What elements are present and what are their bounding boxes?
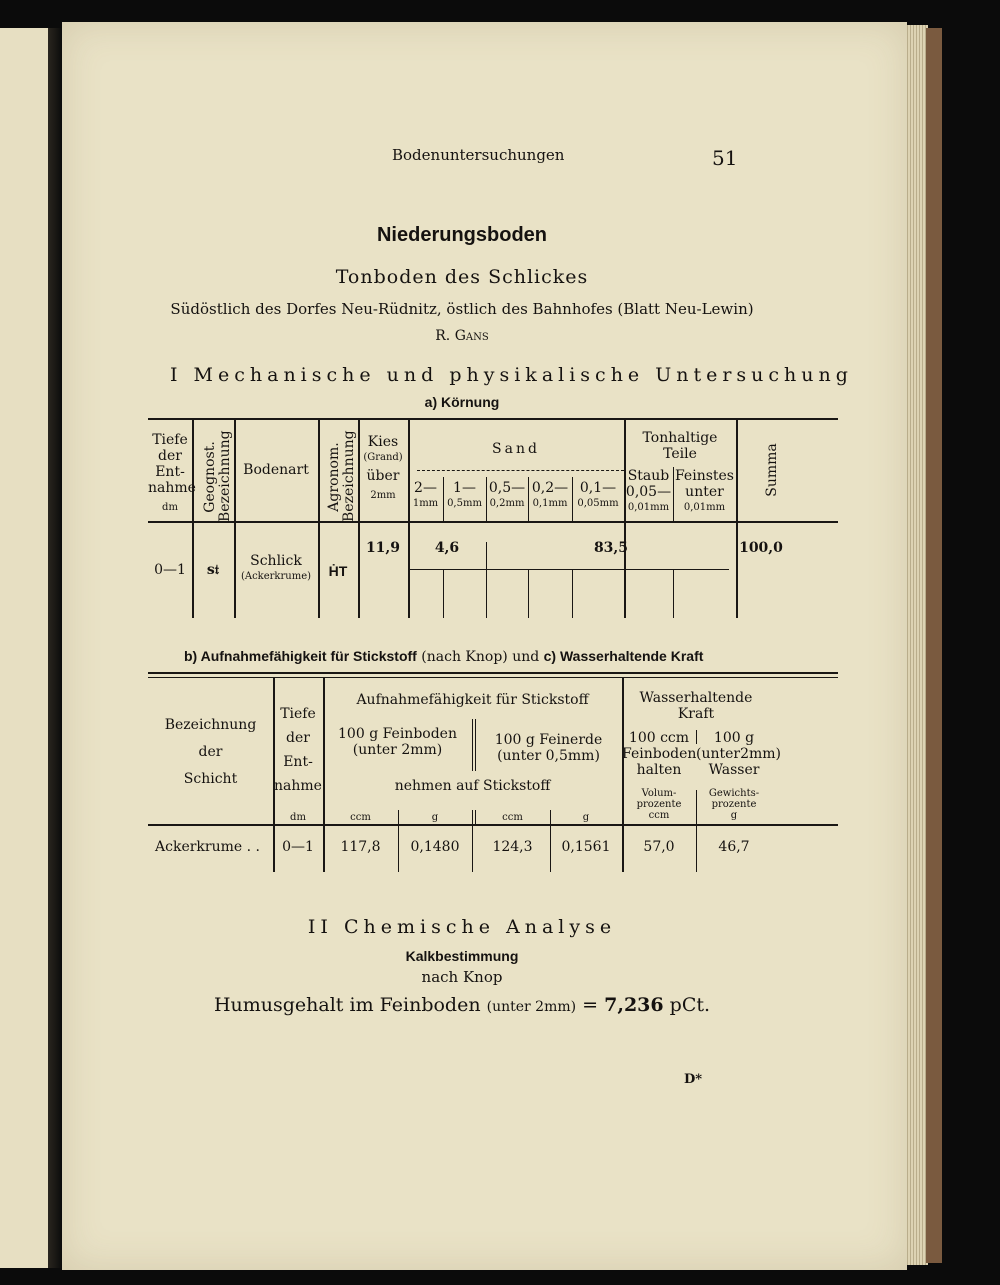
humus-eq: =: [582, 994, 599, 1016]
row-kies: 11,9: [365, 540, 401, 556]
ton-feinstes-l1: Feinstes: [674, 468, 734, 484]
row-summa: 100,0: [739, 540, 783, 556]
col-tiefe2-l2: der: [286, 730, 310, 746]
aufn-unit-1: ccm: [350, 812, 371, 823]
heading-mid: (nach Knop) und: [421, 649, 540, 665]
sand-unit-2: 0,5mm: [447, 498, 482, 509]
ton-staub-l3: 0,01mm: [627, 502, 670, 513]
sand-unit-4: 0,1mm: [532, 498, 568, 509]
aufn-b-l1: 100 g Feinerde: [494, 732, 603, 748]
col-tiefe-l2: der: [158, 448, 182, 464]
section-bc-heading: [184, 648, 703, 665]
aufn-note: nehmen auf Stickstoff: [394, 778, 551, 794]
ton-feinstes-l3: 0,01mm: [683, 502, 726, 513]
page-number: 51: [712, 146, 738, 170]
col-kies-unit: 2mm: [370, 490, 396, 501]
wasser-b-l3: Wasser: [708, 762, 760, 778]
wasser-unit-a-l1: Volum-: [641, 788, 677, 799]
col-sand: Sand: [492, 441, 540, 457]
wasser-unit-b-l1: Gewichts-: [708, 788, 760, 799]
row-bodenart: Schlick: [250, 553, 302, 569]
row2-v6: 46,7: [718, 839, 750, 855]
col-agronom-l2: Bezeichnung: [341, 430, 357, 522]
wasser-a-l3: halten: [636, 762, 682, 778]
row-sand-first: 4,6: [434, 540, 460, 556]
col-geognost-l1: Geognost.: [202, 441, 218, 513]
section2-heading: II Chemische Analyse: [307, 916, 617, 938]
wasser-unit-a-l2: prozente: [636, 799, 682, 810]
heading-c: c) Wasserhaltende Kraft: [543, 648, 704, 664]
section1-heading: I Mechanische und physikalische Untersuchung: [170, 364, 853, 386]
section2-sub: Kalkbestimmung: [405, 948, 519, 964]
sand-unit-1: 1mm: [412, 498, 439, 509]
aufn-unit-2: g: [431, 812, 439, 823]
sand-unit-5: 0,05mm: [577, 498, 619, 509]
aufn-a-l1: 100 g Feinboden: [338, 726, 457, 742]
row2-tiefe: 0—1: [282, 839, 314, 855]
row-tiefe: 0—1: [154, 562, 186, 578]
wasser-b-l1: 100 g: [713, 730, 755, 746]
col-tiefe-l3: Ent-: [155, 464, 185, 480]
book-cover: [926, 28, 942, 1263]
col-tiefe-l4: nahme: [148, 480, 196, 496]
humus-value: 7,236: [604, 994, 664, 1016]
signature-mark: D*: [684, 1072, 703, 1087]
ton-staub-l2: 0,05—: [625, 484, 672, 500]
col-tiefe2-unit: dm: [290, 812, 306, 823]
wasser-unit-b-l2: prozente: [711, 799, 757, 810]
sand-unit-3: 0,2mm: [489, 498, 525, 509]
humus-unit: pCt.: [669, 994, 711, 1016]
heading-b: b) Aufnahmefähigkeit für Stickstoff: [184, 648, 417, 664]
col-bez-l3: Schicht: [183, 771, 238, 787]
wasser-b-l2: (unter2mm): [696, 746, 782, 762]
humus-label: Humusgehalt im Feinboden: [213, 994, 481, 1016]
col-kies-l3: über: [366, 468, 400, 484]
humus-line: [62, 994, 862, 1016]
sand-sub-3: 0,5—: [488, 480, 526, 496]
row2-v5: 57,0: [643, 839, 675, 855]
col-tiefe-unit: dm: [162, 502, 178, 513]
col-tiefe-l1: Tiefe: [152, 432, 188, 448]
col-aufn: Aufnahmefähigkeit für Stickstoff: [356, 692, 589, 708]
row-rest: 83,5: [593, 540, 629, 556]
section1-sub-a: a) Körnung: [424, 394, 500, 410]
running-title: Bodenuntersuchungen: [392, 146, 565, 164]
row-bodenart-note: (Ackerkrume): [240, 571, 312, 582]
col-tiefe2-l1: Tiefe: [280, 706, 316, 722]
col-kies-l1: Kies: [367, 434, 399, 450]
row-geognost: s𝔱: [206, 562, 220, 578]
col-wasser-l1: Wasserhaltende: [639, 690, 753, 706]
col-kies-l2: (Grand): [363, 452, 403, 463]
sand-sub-5: 0,1—: [579, 480, 617, 496]
wasser-a-l1: 100 ccm: [628, 730, 690, 746]
col-geognost-l2: Bezeichnung: [217, 430, 233, 522]
humus-paren: (unter 2mm): [486, 999, 577, 1015]
row2-v4: 0,1561: [561, 839, 611, 855]
section2-sub2: nach Knop: [421, 968, 503, 986]
subtitle: Tonboden des Schlickes: [335, 266, 589, 288]
location-line: Südöstlich des Dorfes Neu-Rüdnitz, östlich des Bahnhofes (Blatt Neu-Lewin): [170, 300, 754, 318]
wasser-unit-a-l3: ccm: [648, 810, 670, 821]
sand-sub-2: 1—: [453, 480, 476, 496]
sand-sub-1: 2—: [414, 480, 437, 496]
aufn-unit-4: g: [582, 812, 590, 823]
col-tiefe2-l3: Ent-: [283, 754, 313, 770]
row2-v3: 124,3: [492, 839, 533, 855]
wasser-a-l2: Feinboden: [622, 746, 697, 762]
ton-feinstes-l2: unter: [685, 484, 724, 500]
aufn-a-l2: (unter 2mm): [352, 742, 443, 758]
row-agronom: ḢT: [328, 563, 348, 579]
ton-staub-l1: Staub: [627, 468, 670, 484]
wasser-unit-b-l3: g: [730, 810, 738, 821]
col-bez-l1: Bezeichnung: [164, 717, 257, 733]
col-bez-l2: der: [198, 744, 223, 760]
page-title: Niederungsboden: [376, 224, 547, 246]
col-tiefe2-l4: nahme: [274, 778, 322, 794]
row2-bez: Ackerkrume . .: [155, 839, 260, 855]
aufn-b-l2: (unter 0,5mm): [497, 748, 600, 764]
book-page: [62, 22, 907, 1270]
row2-v1: 117,8: [340, 839, 381, 855]
aufn-unit-3: ccm: [502, 812, 523, 823]
col-bodenart: Bodenart: [243, 462, 309, 478]
author: R. Gans: [435, 328, 489, 344]
col-agronom-l1: Agronom.: [326, 442, 342, 512]
col-summa: Summa: [764, 443, 780, 497]
col-wasser-l2: Kraft: [677, 706, 715, 722]
col-ton-l2: Teile: [663, 446, 697, 462]
sand-sub-4: 0,2—: [531, 480, 569, 496]
row2-v2: 0,1480: [410, 839, 460, 855]
left-page-edge: [0, 28, 51, 1268]
col-ton-l1: Tonhaltige: [642, 430, 718, 446]
